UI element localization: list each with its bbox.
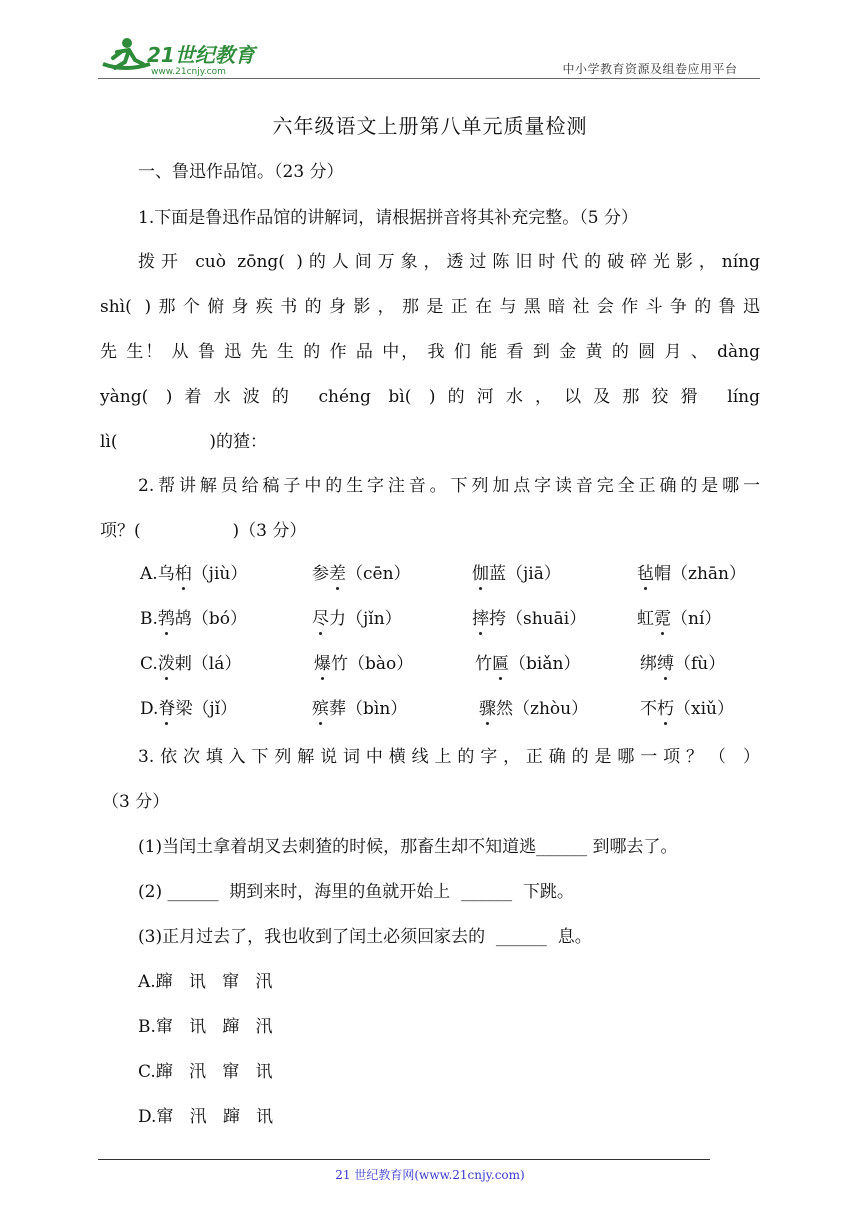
q3-sentence3: (3)正月过去了，我也收到了闰土必须回家去的 ______ 息。 <box>138 927 592 947</box>
q2-item: 毡帽（zhān） <box>637 559 746 584</box>
q2-item: B.鹁鸪（bó） <box>140 604 247 629</box>
q2-item: 竹匾（biǎn） <box>475 649 580 674</box>
logo-main-text: 21世纪教育 <box>147 43 255 67</box>
q2-item: 伽蓝（jiā） <box>472 559 561 584</box>
q1-line1: 拨开 cuò zōng( )的人间万象，透过陈旧时代的破碎光影，níng <box>138 252 760 272</box>
logo-url-text: www.21cnjy.com <box>151 67 226 77</box>
footer-divider <box>98 1159 710 1160</box>
q2-line2: 项？( )（3 分） <box>100 521 307 541</box>
q2-item: D.脊梁（jǐ） <box>140 694 237 719</box>
q2-item: A.乌桕（jiù） <box>140 559 247 584</box>
q2-item: 绑缚（fù） <box>640 649 725 674</box>
q2-item: 骤然（zhòu） <box>479 694 588 719</box>
q2-item: 尽力（jǐn） <box>312 604 402 629</box>
site-logo <box>95 34 260 78</box>
q2-line1: 2.帮讲解员给稿子中的生字注音。下列加点字读音完全正确的是哪一 <box>138 476 760 496</box>
q3-option-d: D.窜 汛 蹿 讯 <box>138 1107 274 1127</box>
section1-heading: 一、鲁迅作品馆。（23 分） <box>138 162 344 182</box>
q2-item: 摔挎（shuāi） <box>472 604 586 629</box>
q2-item: C.泼剌（lá） <box>140 649 241 674</box>
footer-text: 21 世纪教育网(www.21cnjy.com) <box>335 1168 525 1182</box>
q1-prompt: 1.下面是鲁迅作品馆的讲解词，请根据拼音将其补充完整。（5 分） <box>138 208 638 228</box>
q2-item: 爆竹（bào） <box>314 649 413 674</box>
q3-sentence1: (1)当闰土拿着胡叉去刺猹的时候，那畜生却不知道逃______ 到哪去了。 <box>138 837 678 857</box>
q1-line4: yàng( )着水波的 chéng bì( )的河水，以及那狡猾 líng <box>100 387 760 407</box>
header-divider <box>98 78 760 79</box>
q3-line2: （3 分） <box>102 792 170 812</box>
page-title: 六年级语文上册第八单元质量检测 <box>272 114 588 138</box>
header-platform-text: 中小学教育资源及组卷应用平台 <box>562 62 738 76</box>
q1-line5: lì( )的猹： <box>100 432 268 452</box>
q1-line3: 先 生！ 从 鲁 迅 先 生 的 作 品 中， 我 们 能 看 到 金 黄 的 圆 月 、 dàng <box>100 342 760 362</box>
q3-line1: 3.依次填入下列解说词中横线上的字，正确的是哪一项？（ ） <box>138 747 760 767</box>
q2-item: 不朽（xiǔ） <box>640 694 734 719</box>
q3-sentence2: (2) ______ 期到来时，海里的鱼就开始上 ______ 下跳。 <box>138 882 574 902</box>
q2-item: 殡葬（bìn） <box>312 694 407 719</box>
q2-item: 虹霓（ní） <box>637 604 721 629</box>
q1-line2: shì( )那个俯身疾书的身影，那是正在与黑暗社会作斗争的鲁迅 <box>100 297 760 317</box>
q3-option-a: A.蹿 讯 窜 汛 <box>138 972 273 992</box>
q3-option-c: C.蹿 汛 窜 讯 <box>138 1062 273 1082</box>
q3-option-b: B.窜 讯 蹿 汛 <box>138 1017 273 1037</box>
runner-logo-icon <box>95 34 260 78</box>
q2-item: 参差（cēn） <box>312 559 411 584</box>
